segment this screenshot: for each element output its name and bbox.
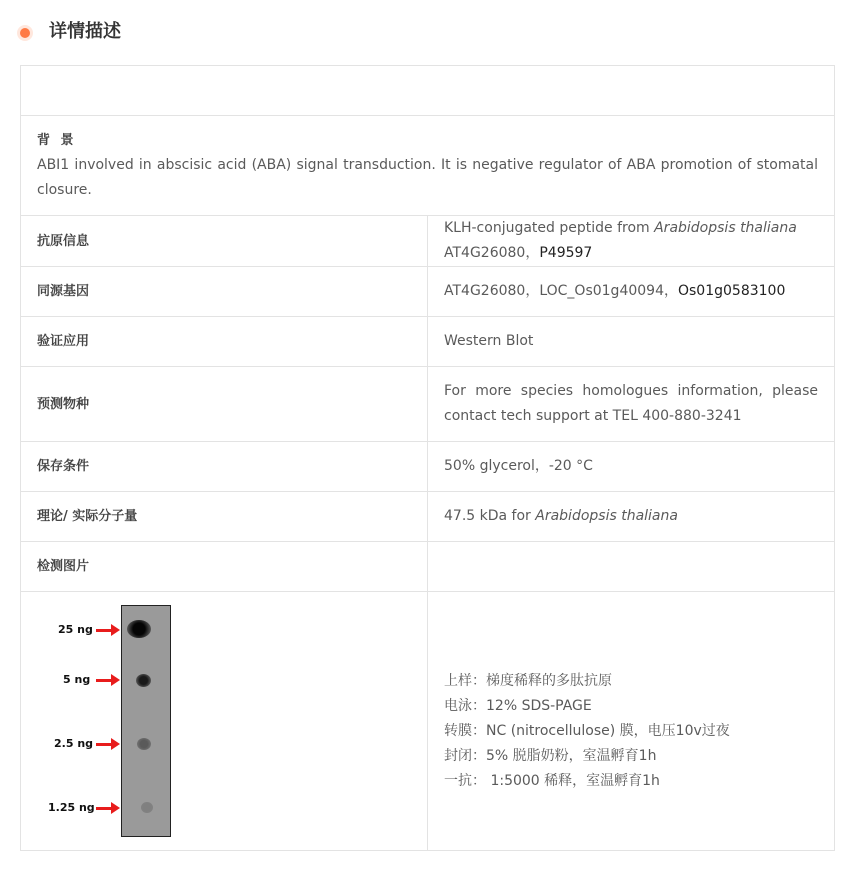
bullet-dot-icon [20, 28, 30, 38]
homolog-value [428, 267, 835, 317]
mw-species: Arabidopsis thaliana [535, 508, 678, 524]
detection-line-4: 封闭：5% 脱脂奶粉，室温孵育1h [444, 747, 657, 764]
table-row-application [21, 317, 835, 367]
red-arrow-icon [96, 743, 112, 746]
dot-blot-image [21, 592, 171, 850]
background-cell [21, 116, 835, 216]
antigen-value [428, 216, 835, 267]
spec-table [20, 65, 835, 851]
homolog-label: 同源基因 [21, 267, 428, 317]
blot-label-5ng: 5 ng [63, 673, 91, 686]
application-label: 验证应用 [21, 317, 428, 367]
blot-spot-4 [141, 802, 153, 813]
red-arrow-icon [96, 679, 112, 682]
table-row-image [21, 542, 835, 592]
application-value: Western Blot [428, 317, 835, 367]
antigen-label: 抗原信息 [21, 216, 428, 267]
blot-cell [21, 592, 428, 851]
red-arrow-icon [96, 629, 112, 632]
red-arrow-head-icon [111, 624, 120, 636]
mw-value [428, 492, 835, 542]
table-row-antigen [21, 216, 835, 267]
blot-spot-1 [127, 620, 151, 638]
red-arrow-head-icon [111, 802, 120, 814]
table-row-empty [21, 66, 835, 116]
red-arrow-head-icon [111, 738, 120, 750]
table-row-storage [21, 442, 835, 492]
table-row-species [21, 367, 835, 442]
red-arrow-icon [96, 807, 112, 810]
section-header [0, 0, 864, 62]
species-label: 预测物种 [21, 367, 428, 442]
detection-conditions-cell [428, 592, 835, 851]
detection-list [444, 649, 818, 794]
antigen-prefix: KLH-conjugated peptide from [444, 220, 655, 236]
antigen-suffix: AT4G26080， [444, 245, 540, 261]
homolog-prefix: AT4G26080，LOC_Os01g40094， [444, 283, 678, 299]
storage-value: 50% glycerol，-20 °C [428, 442, 835, 492]
antigen-accession: P49597 [539, 245, 593, 261]
homolog-gene: Os01g0583100 [677, 283, 786, 299]
blot-spot-2 [136, 674, 151, 687]
background-label: 背 景 [37, 133, 77, 148]
detection-line-1: 上样：梯度稀释的多肽抗原 [444, 672, 612, 689]
storage-label: 保存条件 [21, 442, 428, 492]
blot-membrane [121, 605, 171, 837]
empty-cell [21, 66, 835, 116]
background-text: ABI1 involved in abscisic acid (ABA) signal transduction. It is negative regulator of ABA promotion of stomatal closure. [37, 157, 818, 198]
species-value: For more species homologues information, please contact tech support at TEL 400-880-3241 [428, 367, 835, 442]
detection-line-3: 转膜：NC (nitrocellulose) 膜，电压10v过夜 [444, 722, 730, 739]
detection-line-5: 一抗： 1:5000 稀释，室温孵育1h [444, 772, 660, 789]
antigen-species: Arabidopsis thaliana [654, 220, 797, 236]
blot-label-25ng: 25 ng [58, 623, 93, 636]
blot-spot-3 [137, 738, 151, 750]
detection-line-2: 电泳：12% SDS-PAGE [444, 697, 592, 714]
table-row-detection [21, 592, 835, 851]
table-row-mw [21, 492, 835, 542]
section-title: 详情描述 [49, 21, 121, 42]
blot-label-2-5ng: 2.5 ng [54, 737, 94, 750]
table-row-background [21, 116, 835, 216]
mw-prefix: 47.5 kDa for [444, 508, 536, 524]
table-row-homolog [21, 267, 835, 317]
blot-label-1-25ng: 1.25 ng [48, 801, 95, 814]
mw-label: 理论/ 实际分子量 [21, 492, 428, 542]
red-arrow-head-icon [111, 674, 120, 686]
image-empty-cell [428, 542, 835, 592]
image-label: 检测图片 [21, 542, 428, 592]
